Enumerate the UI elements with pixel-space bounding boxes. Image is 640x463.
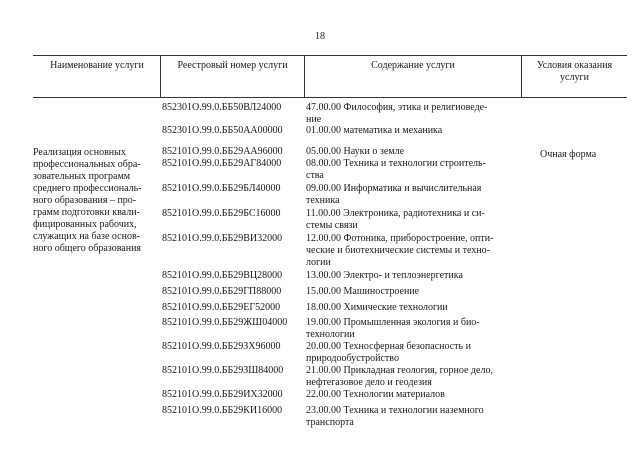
- header-conditions-line1: Условия оказания: [536, 60, 613, 71]
- content-line: 18.00.00 Химические технологии: [306, 302, 448, 313]
- content-line: 22.00.00 Технологии материалов: [306, 389, 445, 400]
- service-name-line: зовательных программ: [33, 171, 131, 182]
- header-registry: Реестровый номер услуги: [177, 60, 288, 71]
- service-content: [306, 365, 519, 389]
- service-name-line: грамм подготовки квали-: [33, 207, 140, 218]
- registry-code: 852101О.99.0.ББ29ИХ32000: [162, 389, 283, 400]
- registry-code: 852301О.99.0.ББ50АА00000: [162, 125, 283, 136]
- registry-code: 852101О.99.0.ББ29ЕГ52000: [162, 302, 281, 313]
- content-line: 09.00.00 Информатика и вычислительная: [306, 183, 482, 194]
- registry-code: 852101О.99.0.ББ29КИ16000: [162, 405, 283, 416]
- content-line: 13.00.00 Электро- и теплоэнергетика: [306, 270, 463, 281]
- content-line: природообустройство: [306, 353, 399, 364]
- content-line: 05.00.00 Науки о земле: [306, 146, 405, 157]
- content-line: технологии: [306, 329, 355, 340]
- service-content: [306, 208, 519, 232]
- registry-code: 852101О.99.0.ББ29ВИ32000: [162, 233, 283, 244]
- content-line: транспорта: [306, 417, 354, 428]
- service-content: [306, 146, 519, 158]
- content-line: 12.00.00 Фотоника, приборостроение, опти-: [306, 233, 494, 244]
- page-number: 18: [315, 31, 325, 42]
- content-line: 11.00.00 Электроника, радиотехника и си-: [306, 208, 485, 219]
- content-line: техника: [306, 195, 340, 206]
- content-line: стемы связи: [306, 220, 358, 231]
- content-line: 15.00.00 Машиностроение: [306, 286, 420, 297]
- registry-code: 852101О.99.0.ББ29ГП88000: [162, 286, 282, 297]
- header-content: Содержание услуги: [371, 60, 455, 71]
- service-name-line: среднего профессиональ-: [33, 183, 142, 194]
- content-line: логии: [306, 257, 331, 268]
- content-line: 01.00.00 математика и механика: [306, 125, 443, 136]
- service-content: [306, 102, 519, 126]
- service-name-line: Реализация основных: [33, 147, 126, 158]
- registry-code: 852101О.99.0.ББ29АГ84000: [162, 158, 282, 169]
- header-conditions-line2: услуги: [560, 72, 589, 83]
- registry-code: 852101О.99.0.ББ29АА96000: [162, 146, 283, 157]
- registry-code: 852101О.99.0.ББ29ЖШ04000: [162, 317, 288, 328]
- service-content: [306, 341, 519, 365]
- service-name-line: ного образования – про-: [33, 195, 137, 206]
- service-content: [306, 389, 519, 401]
- registry-code: 852101О.99.0.ББ29БЛ40000: [162, 183, 281, 194]
- service-content: [306, 286, 519, 298]
- service-name-line: ного общего образования: [33, 243, 142, 254]
- content-line: 47.00.00 Философия, этика и религиоведе-: [306, 102, 488, 113]
- registry-code: 852101О.99.0.ББ29ЗХ96000: [162, 341, 281, 352]
- service-content: [306, 405, 519, 429]
- service-content: [306, 125, 519, 137]
- service-name: [33, 147, 158, 255]
- service-content: [306, 183, 519, 207]
- content-line: 21.00.00 Прикладная геология, горное дело,: [306, 365, 493, 376]
- service-name-line: служащих на базе основ-: [33, 231, 140, 242]
- service-content: [306, 233, 519, 269]
- service-content: [306, 317, 519, 341]
- registry-code: 852101О.99.0.ББ29ВЦ28000: [162, 270, 283, 281]
- content-line: ства: [306, 170, 324, 181]
- registry-code: 852301О.99.0.ББ50ВЛ24000: [162, 102, 282, 113]
- content-line: 23.00.00 Техника и технологии наземного: [306, 405, 484, 416]
- service-content: [306, 302, 519, 314]
- registry-code: 852101О.99.0.ББ29ЗШ84000: [162, 365, 284, 376]
- service-conditions: Очная форма: [540, 149, 597, 160]
- content-line: нефтегазовое дело и геодезия: [306, 377, 432, 388]
- registry-code: 852101О.99.0.ББ29БС16000: [162, 208, 281, 219]
- content-line: 20.00.00 Техносферная безопасность и: [306, 341, 471, 352]
- content-line: ческие и биотехнические системы и техно-: [306, 245, 490, 256]
- content-line: 19.00.00 Промышленная экология и био-: [306, 317, 480, 328]
- content-line: ние: [306, 114, 322, 125]
- service-name-line: профессиональных обра-: [33, 159, 141, 170]
- table-top-border: [33, 55, 627, 56]
- service-content: [306, 270, 519, 282]
- service-content: [306, 158, 519, 182]
- content-line: 08.00.00 Техника и технологии строитель-: [306, 158, 486, 169]
- service-name-line: фицированных рабочих,: [33, 219, 137, 230]
- header-conditions: [522, 60, 627, 84]
- header-bottom-border: [33, 97, 627, 98]
- header-name: Наименование услуги: [50, 60, 144, 71]
